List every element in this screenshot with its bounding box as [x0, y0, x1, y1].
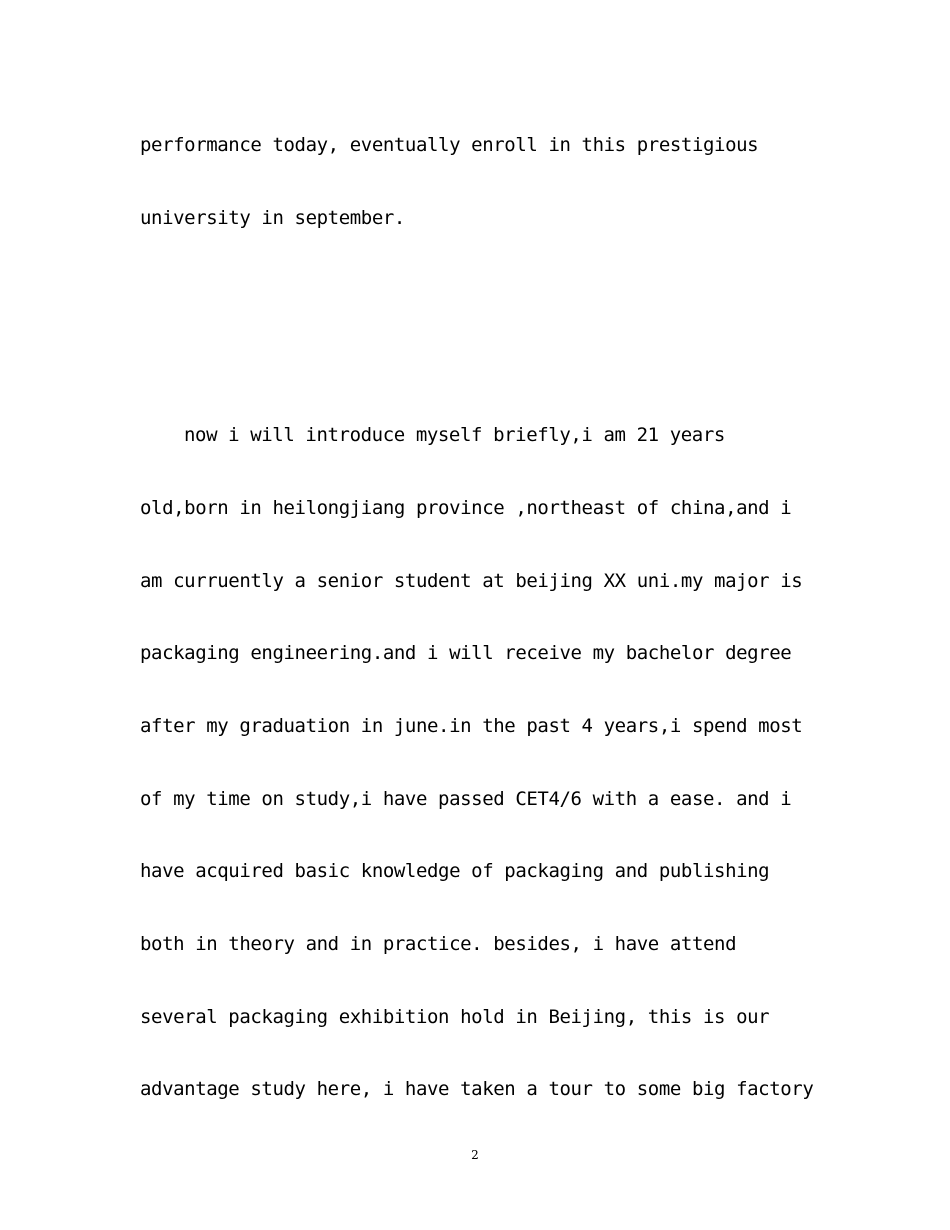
text-line: after my graduation in june.in the past 4 years,i spend most [140, 715, 803, 737]
text-line: have acquired basic knowledge of packaging and publishing [140, 860, 770, 882]
text-line: advantage study here, i have taken a tour to some big factory [140, 1078, 814, 1100]
text-line: several packaging exhibition hold in Beijing, this is our [140, 1006, 770, 1028]
text-line: old,born in heilongjiang province ,northeast of china,and i [140, 497, 792, 519]
page-number: 2 [471, 1148, 479, 1162]
text-line: performance today, eventually enroll in this prestigious [140, 134, 759, 156]
text-line: packaging engineering.and i will receive my bachelor degree [140, 642, 792, 664]
text-line: both in theory and in practice. besides, i have attend [140, 933, 737, 955]
text-line: of my time on study,i have passed CET4/6 with a ease. and i [140, 788, 792, 810]
text-line: am curruently a senior student at beijing XX uni.my major is [140, 570, 803, 592]
text-line: university in september. [140, 207, 405, 229]
text-line: now i will introduce myself briefly,i am 21 years [184, 424, 725, 446]
